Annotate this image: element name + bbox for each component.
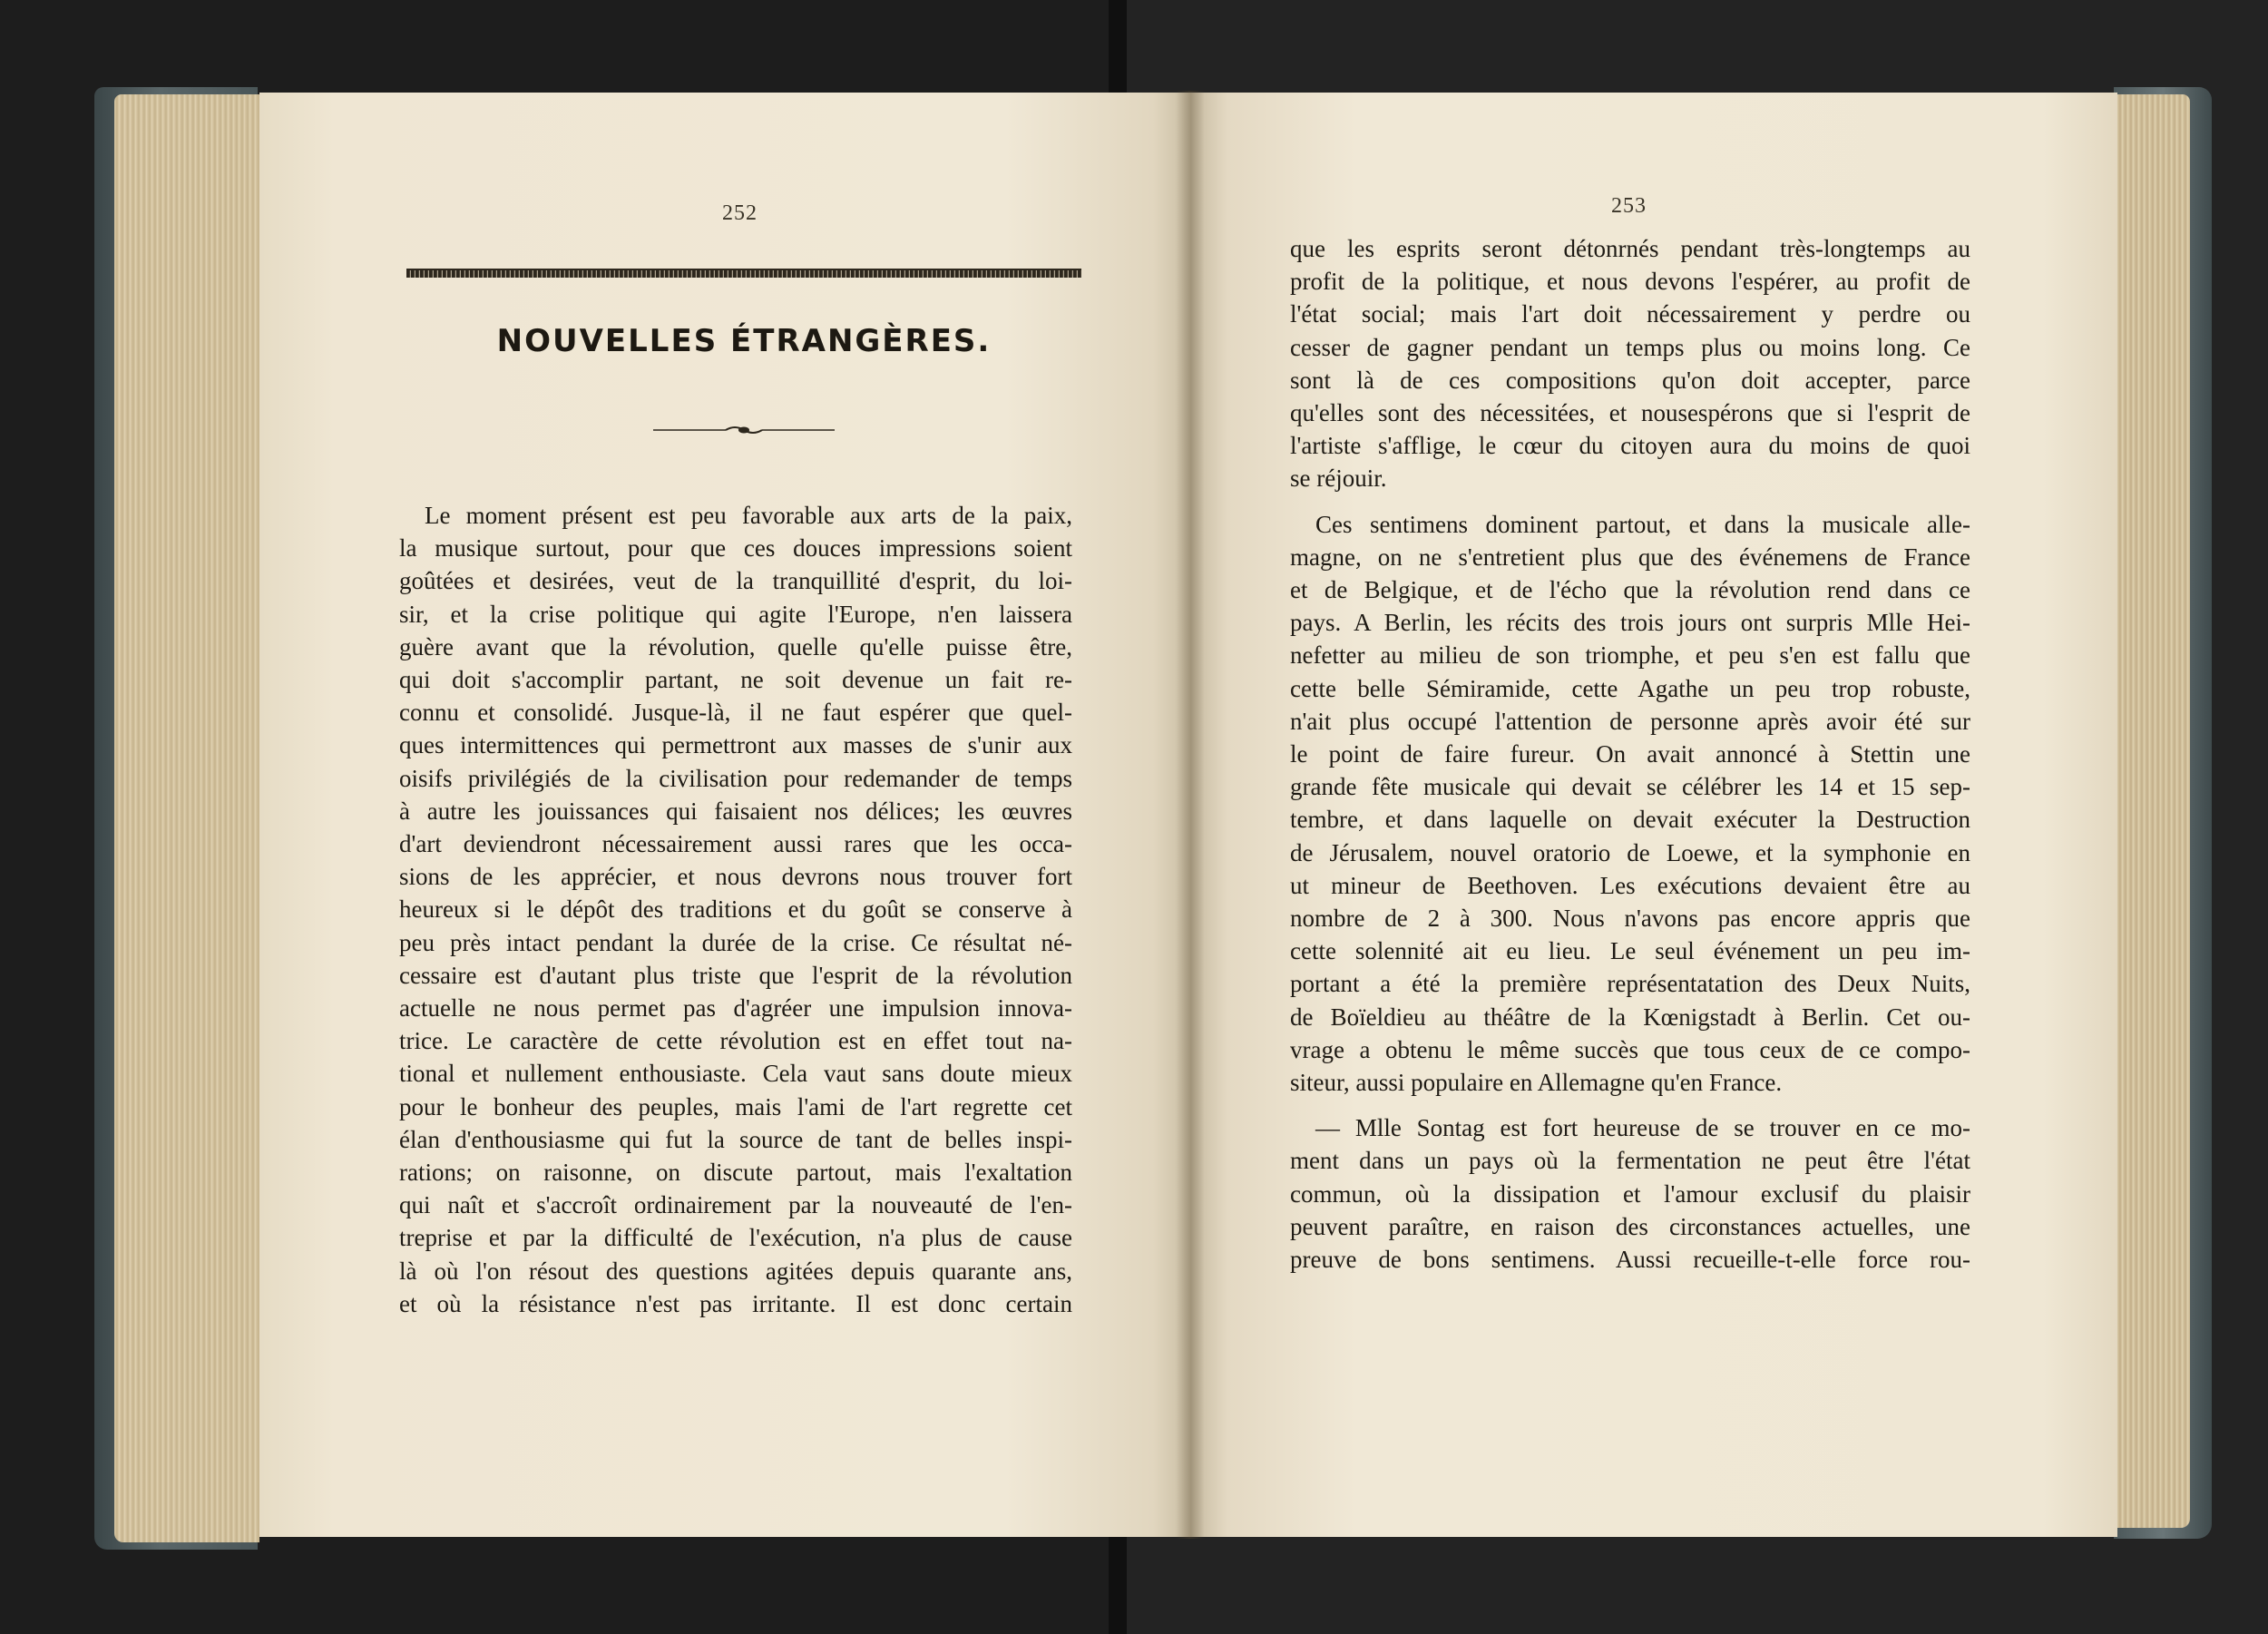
right-page-text — [1290, 232, 1970, 1276]
text-line: ques intermittences qui permettront aux masses de s'unir aux — [399, 731, 1072, 759]
text-line: heureux si le dépôt des traditions et du goût se conserve à — [399, 895, 1072, 924]
text-line: élan d'enthousiasme qui fut la source de tant de belles inspi- — [399, 1125, 1072, 1153]
text-line: magne, on ne s'entretient plus que des événemens de France — [1290, 543, 1970, 571]
text-line: Ces sentimens dominent partout, et dans la musicale alle- — [1315, 510, 1970, 538]
text-line: peuvent paraître, en raison des circonstances actuelles, une — [1290, 1212, 1970, 1240]
text-line: connu et consolidé. Jusque-là, il ne faut espérer que quel- — [399, 699, 1072, 727]
text-line: ment dans un pays où la fermentation ne peut être l'état — [1290, 1147, 1970, 1175]
section-heading: NOUVELLES ÉTRANGÈRES. — [496, 323, 992, 359]
text-line: l'artiste s'afflige, le cœur du citoyen aura du moins de quoi — [1290, 432, 1970, 460]
text-line: la musique surtout, pour que ces douces impressions soient — [399, 534, 1072, 563]
text-line: guère avant que la révolution, quelle qu'elle puisse être, — [399, 632, 1072, 660]
text-line: siteur, aussi populaire en Allemagne qu'en France. — [1290, 1069, 1783, 1097]
text-line: treprise et par la difficulté de l'exécution, n'a plus de cause — [399, 1224, 1072, 1252]
text-line: ut mineur de Beethoven. Les exécutions devaient être au — [1290, 871, 1970, 899]
text-line: commun, où la dissipation et l'amour exclusif du plaisir — [1290, 1179, 1970, 1208]
page-number-right: 253 — [1611, 194, 1647, 218]
text-line: cessaire est d'autant plus triste que l'esprit de la révolution — [399, 961, 1072, 989]
page-number-left: 252 — [722, 201, 758, 225]
page-edges-left — [114, 94, 259, 1542]
text-line: le point de faire fureur. On avait annoncé à Stettin une — [1290, 740, 1970, 768]
text-line: cette solennité ait eu lieu. Le seul événement un peu im- — [1290, 937, 1970, 965]
text-line: goûtées et desirées, veut de la tranquillité d'esprit, du loi- — [399, 567, 1072, 595]
text-line: grande fête musicale qui devait se célébrer les 14 et 15 sep- — [1290, 773, 1970, 801]
text-line: là où l'on résout des questions agitées depuis quarante ans, — [399, 1257, 1072, 1285]
text-line: qui doit s'accomplir partant, ne soit devenue un fait re- — [399, 666, 1072, 694]
text-line: vrage a obtenu le même succès que tous ceux de ce compo- — [1290, 1035, 1970, 1063]
text-line: — Mlle Sontag est fort heureuse de se trouver en ce mo- — [1315, 1114, 1970, 1142]
text-line: profit de la politique, et nous devons l'espérer, au profit de — [1290, 268, 1970, 296]
book-gutter — [1176, 91, 1205, 1539]
decorative-rule — [406, 269, 1081, 278]
text-line: peu près intact pendant la durée de la crise. Ce résultat né- — [399, 928, 1072, 956]
text-line: qui naît et s'accroît ordinairement par la nouveauté de l'en- — [399, 1191, 1072, 1219]
text-line: n'ait plus occupé l'attention de personne après avoir été sur — [1290, 707, 1970, 735]
text-line: tional et nullement enthousiaste. Cela vaut sans doute mieux — [399, 1060, 1072, 1088]
text-line: sions de les apprécier, et nous devrons nous trouver fort — [399, 863, 1072, 891]
text-line: l'état social; mais l'art doit nécessairement y perdre ou — [1290, 300, 1970, 328]
text-line: Le moment présent est peu favorable aux arts de la paix, — [425, 502, 1072, 529]
text-line: d'art deviendront nécessairement aussi rares que les occa- — [399, 830, 1072, 858]
text-line: trice. Le caractère de cette révolution est en effet tout na- — [399, 1027, 1072, 1055]
ornament-divider — [653, 425, 835, 435]
text-line: et où la résistance n'est pas irritante. Il est donc certain — [399, 1289, 1072, 1317]
text-line: se réjouir. — [1290, 465, 1387, 493]
text-line: actuelle ne nous permet pas d'agréer une impulsion innova- — [399, 994, 1072, 1022]
paragraph-gap — [1290, 495, 1970, 508]
text-line: de Boïeldieu au théâtre de la Kœnigstadt à Berlin. Cet ou- — [1290, 1003, 1970, 1031]
text-line: qu'elles sont des nécessitées, et nousespérons que si l'esprit de — [1290, 399, 1970, 427]
page-edges-right — [2107, 94, 2190, 1528]
text-line: pour le bonheur des peuples, mais l'ami de l'art regrette cet — [399, 1092, 1072, 1120]
text-line: preuve de bons sentimens. Aussi recueille-t-elle force rou- — [1290, 1246, 1970, 1274]
left-page-text — [399, 499, 1072, 1320]
text-line: à autre les jouissances qui faisaient nos délices; les œuvres — [399, 797, 1072, 825]
text-line: portant a été la première représentatation des Deux Nuits, — [1290, 970, 1970, 998]
text-line: oisifs privilégiés de la civilisation pour redemander de temps — [399, 764, 1072, 792]
text-line: et de Belgique, et de l'écho que la révolution rend dans ce — [1290, 576, 1970, 604]
text-line: de Jérusalem, nouvel oratorio de Loewe, et la symphonie en — [1290, 838, 1970, 866]
text-line: nombre de 2 à 300. Nous n'avons pas encore appris que — [1290, 905, 1970, 933]
text-line: tembre, et dans laquelle on devait exécuter la Destruction — [1290, 806, 1970, 834]
text-line: nefetter au milieu de son triomphe, et peu s'en est fallu que — [1290, 641, 1970, 670]
text-line: sir, et la crise politique qui agite l'Europe, n'en laissera — [399, 600, 1072, 628]
text-line: pays. A Berlin, les récits des trois jours ont surpris Mlle Hei- — [1290, 609, 1970, 637]
text-line: cette belle Sémiramide, cette Agathe un peu trop robuste, — [1290, 674, 1970, 702]
text-line: rations; on raisonne, on discute partout, mais l'exaltation — [399, 1159, 1072, 1187]
text-line: cesser de gagner pendant un temps plus ou moins long. Ce — [1290, 333, 1970, 361]
text-line: sont là de ces compositions qu'on doit accepter, parce — [1290, 366, 1970, 394]
text-line: que les esprits seront détonrnés pendant très-longtemps au — [1290, 235, 1970, 262]
paragraph-gap — [1290, 1099, 1970, 1111]
